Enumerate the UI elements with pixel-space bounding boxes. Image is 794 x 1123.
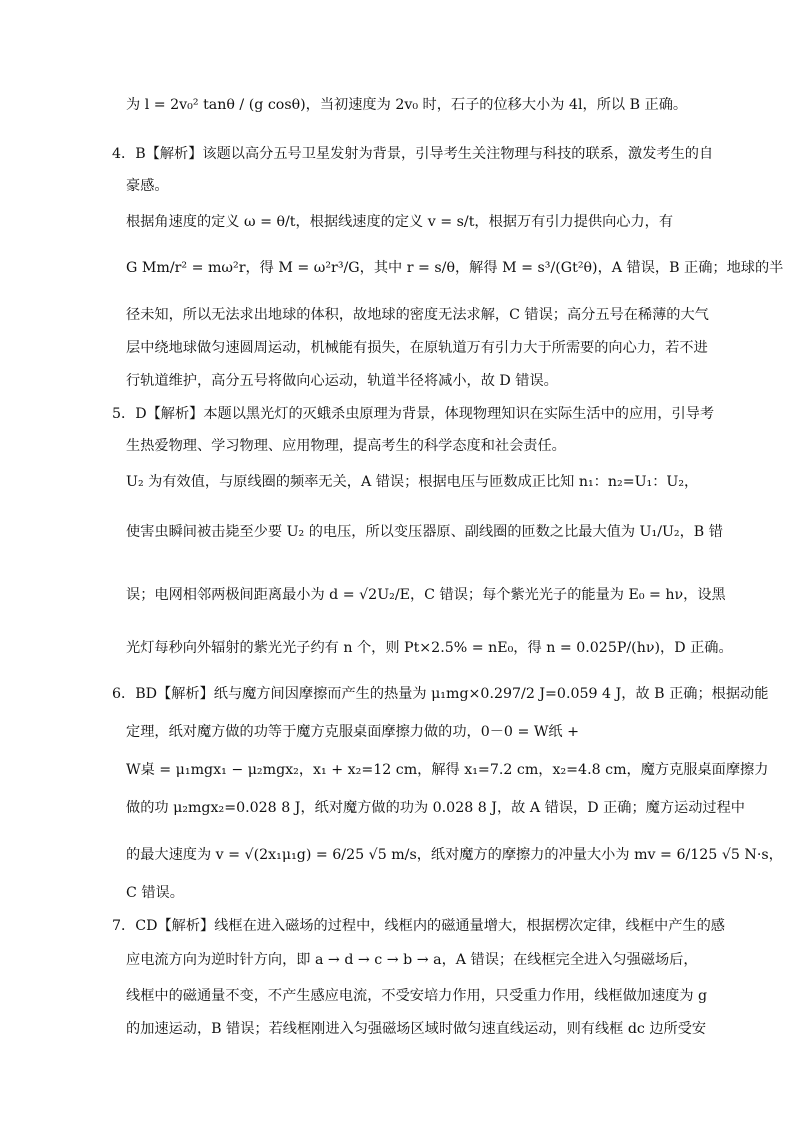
question-7-line-2: 应电流方向为逆时针方向，即 a → d → c → b → a，A 错误；在线框完全进入匀强磁场后， [126, 952, 698, 968]
question-4-line-2: 豪感。 [126, 178, 169, 194]
question-4-line-6: 层中绕地球做匀速圆周运动，机械能有损失，在原轨道万有引力大于所需要的向心力，若不进 [126, 340, 708, 356]
question-4-line-7: 行轨道维护，高分五号将做向心运动，轨道半径将减小，故 D 错误。 [126, 373, 558, 389]
question-5-line-5: 误；电网相邻两极间距离最小为 d = √2U₂/E，C 错误；每个紫光光子的能量为 E₀ = hν，设黑 [126, 587, 726, 603]
question-5-line-6: 光灯每秒向外辐射的紫光光子约有 n 个，则 Pt×2.5% = nE₀，得 n = 0.025P/(hν)，D 正确。 [126, 640, 733, 656]
text-line-1: 为 l = 2v₀² tanθ / (g cosθ)，当初速度为 2v₀ 时，石子的位移大小为 4l，所以 B 正确。 [126, 97, 688, 113]
question-6-line-5: 的最大速度为 v = √(2x₁μ₁g) = 6/25 √5 m/s，纸对魔方的摩擦力的冲量大小为 mv = 6/125 √5 N·s， [126, 847, 783, 863]
question-4-line-1: 4．B【解析】该题以高分五号卫星发射为背景，引导考生关注物理与科技的联系，激发考生的自 [112, 146, 714, 162]
question-5-line-3: U₂ 为有效值，与原线圈的频率无关，A 错误；根据电压与匝数成正比知 n₁：n₂=U₁：U₂， [126, 474, 699, 490]
question-4-line-5: 径未知，所以无法求出地球的体积，故地球的密度无法求解，C 错误；高分五号在稀薄的大气 [126, 307, 709, 323]
question-6-line-4: 做的功 μ₂mgx₂=0.028 8 J，纸对魔方做的功为 0.028 8 J，故 A 错误，D 正确；魔方运动过程中 [126, 800, 745, 816]
question-7-line-4: 的加速运动，B 错误；若线框刚进入匀强磁场区域时做匀速直线运动，则有线框 dc 边所受安 [126, 1021, 707, 1037]
question-6-line-6: C 错误。 [126, 885, 184, 901]
question-6-line-3: W桌 = μ₁mgx₁ − μ₂mgx₂，x₁ + x₂=12 cm，解得 x₁=7.2 cm，x₂=4.8 cm，魔方克服桌面摩擦力 [126, 762, 769, 778]
question-6-line-2: 定理，纸对魔方做的功等于魔方克服桌面摩擦力做的功，0－0 = W纸 + [126, 724, 580, 740]
question-5-line-4: 使害虫瞬间被击毙至少要 U₂ 的电压，所以变压器原、副线圈的匝数之比最大值为 U₁/U₂，B 错 [126, 524, 723, 540]
question-5-line-1: 5．D【解析】本题以黑光灯的灭蛾杀虫原理为背景，体现物理知识在实际生活中的应用，引导考 [112, 406, 715, 422]
question-5-line-2: 生热爱物理、学习物理、应用物理，提高考生的科学态度和社会责任。 [126, 438, 566, 454]
question-4-line-3: 根据角速度的定义 ω = θ/t，根据线速度的定义 v = s/t，根据万有引力提供向心力，有 [126, 214, 674, 230]
question-7-line-3: 线框中的磁通量不变，不产生感应电流，不受安培力作用，只受重力作用，线框做加速度为 g [126, 988, 708, 1004]
question-7-line-1: 7．CD【解析】线框在进入磁场的过程中，线框内的磁通量增大，根据楞次定律，线框中产生的感 [112, 918, 725, 934]
question-4-line-4: G Mm/r² = mω²r，得 M = ω²r³/G，其中 r = s/θ，解得 M = s³/(Gt²θ)，A 错误，B 正确；地球的半 [126, 260, 784, 276]
question-6-line-1: 6．BD【解析】纸与魔方间因摩擦而产生的热量为 μ₁mg×0.297/2 J=0.059 4 J，故 B 正确；根据动能 [112, 686, 769, 702]
